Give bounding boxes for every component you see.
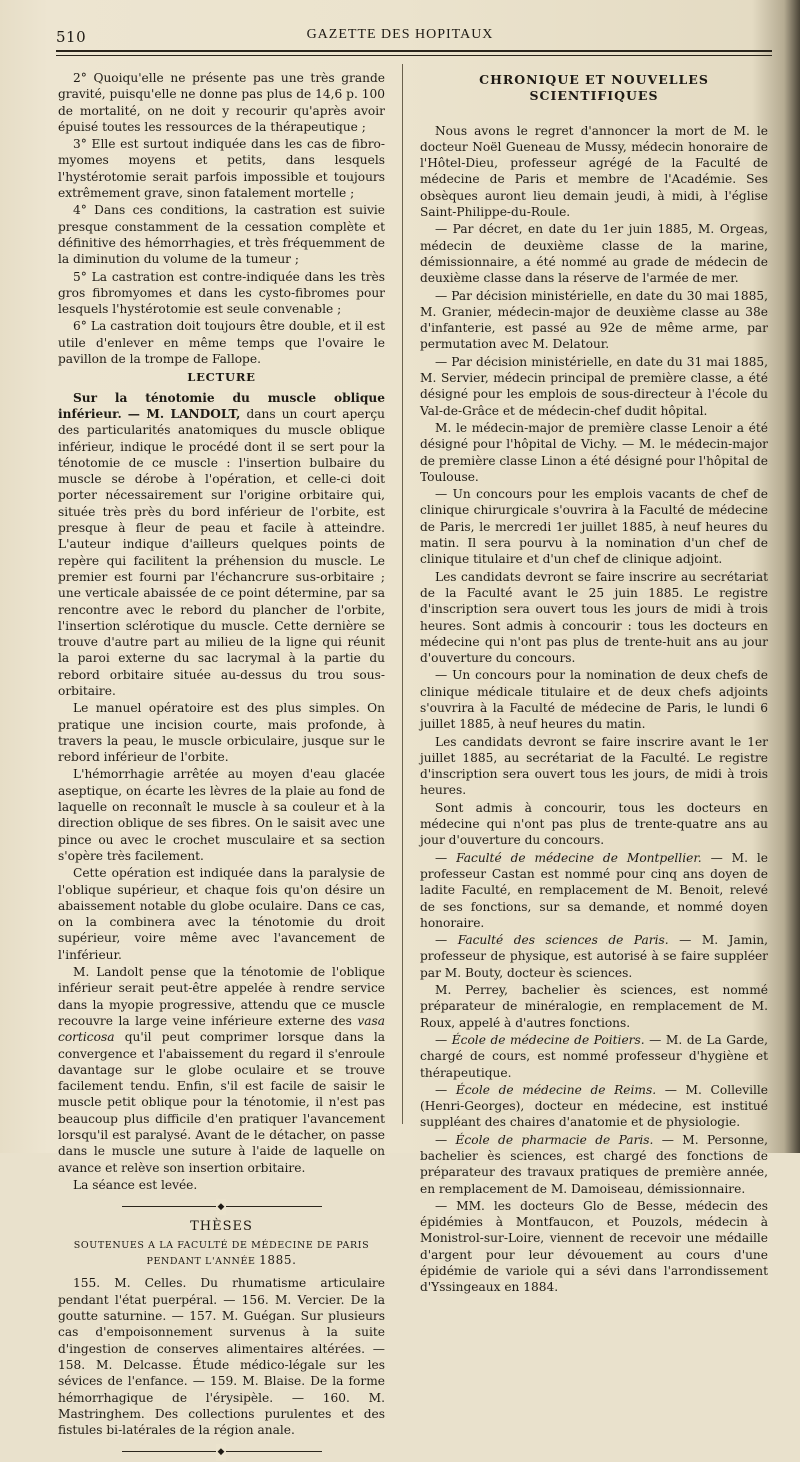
column-divider xyxy=(402,64,403,1124)
lecture-article-intro xyxy=(58,390,385,700)
conclusion-item: 4° Dans ces conditions, la castration est suivie presque constamment de la cessation complète et définitive des hémorrhagies, et très fréquemment de la diminution du volume de la tumeur ; xyxy=(58,203,385,267)
faculty-text: — M. le professeur Castan est nommé pour cinq ans doyen de ladite Faculté, en remplacement de M. Benoit, relevé de ses fonctions, sur sa demande, et nommé doyen honoraire. xyxy=(420,850,769,930)
school-news-item xyxy=(420,1032,768,1081)
theses-subheading-line1: SOUTENUES A LA FACULTÉ DE MÉDECINE DE PARIS xyxy=(73,1240,370,1252)
header-rule xyxy=(56,50,772,56)
news-paragraph: — MM. les docteurs Glo de Besse, médecin des épidémies à Montfaucon, et Pouzols, médecin à Monistrol-sur-Loire, viennent de recevoir une médaille d'argent pour leur dévouement au cours d'une épidémie de variole qui a sévi dans l'arrondissement d'Yssingeaux en 1884. xyxy=(420,1198,768,1295)
theses-subheading xyxy=(58,1239,385,1269)
article-paragraph xyxy=(58,964,385,1176)
item-prefix: — xyxy=(435,1032,452,1047)
news-paragraph: M. Perrey, bachelier ès sciences, est nommé préparateur de minéralogie, en remplacement de M. Roux, appelé à d'autres fonctions. xyxy=(420,983,768,1030)
conclusion-item: 3° Elle est surtout indiquée dans les cas de fibro-myomes moyens et petits, dans lesquels l'hystérotomie serait parfois impossible et toujours extrêmement grave, sinon fatalement mortelle ; xyxy=(58,137,385,201)
item-prefix: — xyxy=(435,1132,456,1147)
item-prefix: — xyxy=(435,1082,456,1097)
right-column xyxy=(420,70,768,1297)
school-label: École de pharmacie de Paris. xyxy=(455,1132,654,1147)
article-paragraph: L'hémorrhagie arrêtée au moyen d'eau glacée aseptique, on écarte les lèvres de la plaie au fond de laquelle on reconnaît le muscle à sa couleur et à la direction oblique de ses fibres. On le saisit avec une pince ou avec le crochet musculaire et sa section s'opère très facilement. xyxy=(58,767,385,863)
theses-subheading-line2 xyxy=(58,1253,385,1269)
conclusion-item: 6° La castration doit toujours être double, et il est utile d'enlever en même temps que l'ovaire le pavillon de la trompe de Fallope. xyxy=(58,319,385,367)
item-prefix: — xyxy=(435,850,457,865)
school-news-item xyxy=(420,1132,768,1197)
lecture-heading: LECTURE xyxy=(187,370,256,385)
article-author: — M. LANDOLT, xyxy=(127,406,241,421)
faculty-news-item xyxy=(420,932,768,981)
school-text: — M. Personne, bachelier ès sciences, est chargé des fonctions de préparateur des travaux pratiques de première année, en remplacement de M. Damoiseau, démissionnaire. xyxy=(420,1132,769,1196)
school-text: — M. de La Garde, chargé de cours, est nommé professeur d'hygiène et thérapeutique. xyxy=(420,1032,769,1080)
item-prefix: — xyxy=(435,933,458,948)
faculty-news-item xyxy=(420,850,768,931)
news-paragraph: — Par décision ministérielle, en date du 31 mai 1885, M. Servier, médecin principal de première classe, a été désigné pour les emplois de sous-directeur à l'école du Val-de-Grâce et de médecin-chef dudit hôpital. xyxy=(420,354,768,418)
article-paragraph: Le manuel opératoire est des plus simples. On pratique une incision courte, mais profonde, à travers la peau, le muscle orbiculaire, jusque sur le rebord inférieur de l'orbite. xyxy=(58,701,385,765)
school-news-item xyxy=(420,1082,768,1131)
news-paragraph: Sont admis à concourir, tous les docteurs en médecine qui n'ont pas plus de trente-quatre ans au jour d'ouverture du concours. xyxy=(420,800,768,848)
landolt-text-before: M. Landolt pense que la ténotomie de l'oblique inférieur serait peut-être appelée à rendre service dans la myopie progressive, attendu que ce muscle recouvre la large veine inférieure externe des xyxy=(58,965,385,1028)
news-paragraph: Les candidats devront se faire inscrire au secrétariat de la Faculté avant le 25 juin 1885. Le registre d'inscription sera ouvert tous les jours de midi à trois heures. Sont admis à concourir : tous les docteurs en médecine qui n'ont pas plus de trente-huit ans au jour d'ouverture du concours. xyxy=(420,569,768,666)
seance-closing: La séance est levée. xyxy=(73,1177,198,1192)
conclusion-item: 5° La castration est contre-indiquée dans les très gros fibromyomes et dans les cysto-fibromes pour lesquels l'hystérotomie est seule convenable ; xyxy=(58,269,385,317)
article-paragraph: Cette opération est indiquée dans la paralysie de l'oblique supérieur, et chaque fois qu'on désire un abaissement notable du globe oculaire. Dans ce cas, on la combinera avec la ténotomie du droit supérieur, voire même avec l'avancement de l'inférieur. xyxy=(58,866,385,962)
theses-year: 1885. xyxy=(259,1253,297,1268)
chronique-heading: CHRONIQUE ET NOUVELLES SCIENTIFIQUES xyxy=(479,72,709,104)
page-number: 510 xyxy=(56,28,87,46)
faculty-text: — M. Jamin, professeur de physique, est autorisé à se faire suppléer par M. Bouty, docteur ès sciences. xyxy=(420,933,768,980)
article-first-text: dans un court aperçu des particularités anatomiques du muscle oblique inférieur, indique le procédé dont il se sert pour la ténotomie de ce muscle : l'insertion bulbaire du muscle se dérobe à l'opération, et celle-ci doit porter nécessairement sur l'origine orbitaire qui, située très près du bord inférieur de l'orbite, est presque à fleur de peau et facile à atteindre. L'auteur indique d'ailleurs quelques points de repère qui facilitent la préhension du muscle. Le premier est fourni par l'échancrure sus-orbitaire ; une verticale abaissée de ce point détermine, par sa rencontre avec le rebord du plancher de l'orbite, l'insertion sclérotique du muscle. Cette dernière se trouve d'autre part au milieu de la ligne qui réunit la paroi externe du sac lacrymal à la partie du rebord orbitaire située au-dessus du trou sous-orbitaire. xyxy=(58,406,386,698)
landolt-italic-term: vasa corticosa xyxy=(58,1013,385,1045)
faculty-label: Faculté de médecine de Montpellier. xyxy=(456,850,702,865)
news-paragraph: — Un concours pour la nomination de deux chefs de clinique médicale titulaire et de deux chefs adjoints s'ouvrira à la Faculté de médecine de Paris, le lundi 6 juillet 1885, à neuf heures du matin. xyxy=(420,668,768,732)
article-title: Sur la ténotomie du muscle oblique inférieur. xyxy=(58,390,385,421)
school-label: École de médecine de Poitiers. xyxy=(451,1032,645,1047)
news-paragraph: — Par décret, en date du 1er juin 1885, M. Orgeas, médecin de deuxième classe de la marine, démissionnaire, a été nommé au grade de médecin de deuxième classe dans la réserve de l'armée de mer. xyxy=(420,222,768,286)
conclusion-item: 2° Quoiqu'elle ne présente pas une très grande gravité, puisqu'elle ne donne pas plus de 14,6 p. 100 de mortalité, on ne doit y recourir qu'après avoir épuisé toutes les ressources de la thérapeutique ; xyxy=(58,71,385,134)
news-paragraph: — Par décision ministérielle, en date du 30 mai 1885, M. Granier, médecin-major de deuxième classe au 38e d'infanterie, est passé au 92e de même arme, par permutation avec M. Delatour. xyxy=(420,288,768,352)
school-label: École de médecine de Reims. xyxy=(455,1082,657,1097)
faculty-label: Faculté des sciences de Paris. xyxy=(457,933,669,948)
left-column xyxy=(58,70,385,1462)
journal-title: GAZETTE DES HOPITAUX xyxy=(306,27,494,42)
news-paragraph: Les candidats devront se faire inscrire avant le 1er juillet 1885, au secrétariat de la Faculté. Le registre d'inscription sera ouvert tous les jours, de midi à trois heures. xyxy=(420,734,768,798)
theses-list: 155. M. Celles. Du rhumatisme articulaire pendant l'état puerpéral. — 156. M. Vercier. De la goutte saturnine. — 157. M. Guégan. Sur plusieurs cas d'empoisonnement survenus à la suite d'ingestion de conserves alimentaires altérées. — 158. M. Delcasse. Étude médico-légale sur les sévices de l'enfance. — 159. M. Blaise. De la forme hémorrhagique de l'érysipèle. — 160. M. Mastringhem. Des collections purulentes et des fistules bi-latérales de la région anale. xyxy=(58,1276,385,1438)
landolt-text-after: qu'il peut comprimer lorsque dans la convergence et l'abaissement du regard il s'enroule davantage sur le globe oculaire et se trouve facilement tendu. Enfin, s'il est facile de saisir le muscle petit oblique pour la ténotomie, il n'est pas beaucoup plus difficile d'en pratiquer l'avancement lorsqu'il est paralysé. Avant de le détacher, on passe dans le muscle une suture à l'aide de laquelle on avance et relève son insertion orbitaire. xyxy=(58,1030,385,1175)
theses-heading: THÈSES xyxy=(190,1219,253,1235)
section-ornament xyxy=(122,1201,322,1211)
news-paragraph: M. le médecin-major de première classe Lenoir a été désigné pour l'hôpital de Vichy. — M. le médecin-major de première classe Linon a été désigné pour l'hôpital de Toulouse. xyxy=(420,420,768,484)
news-paragraph: — Un concours pour les emplois vacants de chef de clinique chirurgicale s'ouvrira à la Faculté de médecine de Paris, le mercredi 1er juillet 1885, à neuf heures du matin. Il sera pourvu à la nomination d'un chef de clinique titulaire et d'un chef de clinique adjoint. xyxy=(420,487,768,567)
news-paragraph: Nous avons le regret d'annoncer la mort de M. le docteur Noël Gueneau de Mussy, médecin honoraire de l'Hôtel-Dieu, professeur agrégé de la Faculté de médecine de Paris et membre de l'Académie. Ses obsèques auront lieu demain jeudi, à midi, à l'église Saint-Philippe-du-Roule. xyxy=(420,123,768,220)
theses-subheading-text: PENDANT L'ANNÉE xyxy=(146,1256,256,1268)
section-ornament-bottom xyxy=(122,1446,322,1456)
school-text: — M. Colleville (Henri-Georges), docteur en médecine, est institué suppléant des chaires d'anatomie et de physiologie. xyxy=(420,1082,769,1130)
